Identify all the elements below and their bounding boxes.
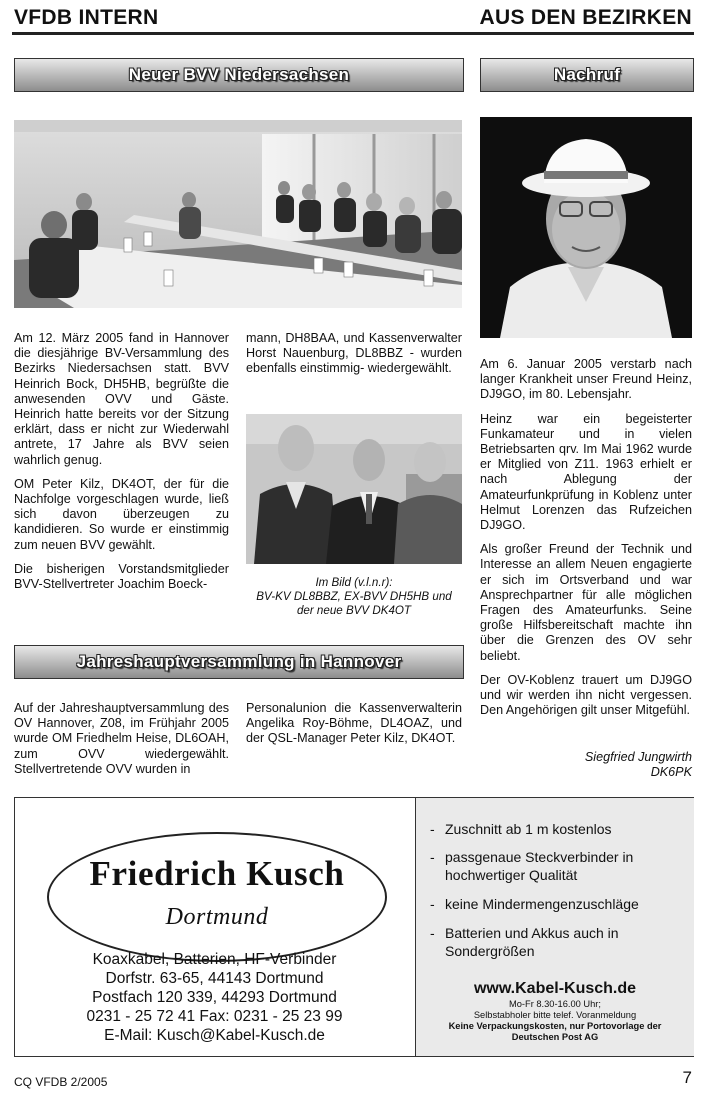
article2-col2: Personalunion die Kassenverwalterin Angelika Roy-Böhme, DL4OAZ, und der QSL-Manager Peter Kilz, DK4OT. <box>246 701 462 746</box>
meeting-photo <box>14 120 462 308</box>
header-rule <box>12 32 694 35</box>
article1-col1 <box>14 331 229 601</box>
ad-email-line: E-Mail: Kusch@Kabel-Kusch.de <box>104 1027 325 1044</box>
article1-para3: Die bisherigen Vorstandsmitglieder BVV-Stellvertreter Joachim Boeck- <box>14 561 229 592</box>
article1-col2 <box>246 331 462 386</box>
ad-address-line: Koaxkabel, Batterien, HF-Verbinder <box>92 951 337 968</box>
ad-website: www.Kabel-Kusch.de <box>473 980 637 997</box>
portrait-photo <box>480 117 692 338</box>
ad-shipping-note: Deutschen Post AG <box>511 1032 599 1042</box>
ad-hours: Mo-Fr 8.30-16.00 Uhr; <box>509 999 601 1009</box>
section-title-left: VFDB INTERN <box>14 6 159 29</box>
ad-company-name: Friedrich Kusch <box>89 854 345 893</box>
ad-bullet: - Zuschnitt ab 1 m kostenlos <box>430 821 612 837</box>
photo-caption: Im Bild (v.l.n.r): BV-KV DL8BBZ, EX-BVV DH5HB und der neue BVV DK4OT <box>256 576 452 617</box>
section-title-right: AUS DEN BEZIRKEN <box>479 6 692 29</box>
ad-bullet: - passgenaue Steckverbinder in hochwertiger Qualität <box>430 849 634 883</box>
ad-address-line: Dorfstr. 63-65, 44143 Dortmund <box>105 970 324 987</box>
article1-col2-para: mann, DH8BAA, und Kassenverwalter Horst Nauenburg, DL8BBZ - wurden ebenfalls einstimmig- wiedergewählt. <box>246 331 462 376</box>
footer-issue: CQ VFDB 2/2005 <box>14 1075 108 1089</box>
ad-bullet: - keine Mindermengenzuschläge <box>430 896 639 912</box>
ad-left-panel <box>15 798 414 1056</box>
ad-company-city: Dortmund <box>165 904 269 930</box>
obituary-para1: Am 6. Januar 2005 verstarb nach langer Krankheit unser Freund Heinz, DJ9GO, im 80. Lebensjahr. <box>480 357 692 402</box>
obituary-para4: Der OV-Koblenz trauert um DJ9GO und wir werden ihn nicht vergessen. Den Angehörigen gilt unser Mitgefühl. <box>480 672 692 718</box>
ad-shipping-note: Keine Verpackungskosten, nur Portovorlage der <box>448 1021 662 1031</box>
obituary-para2: Heinz war ein begeisterter Funkamateur und in vielen Betriebsarten qrv. Im Mai 1962 wurde er Mitglied von Z11. 1963 erhielt er nach Ablegung der Amateurfunkprüfung in Koblenz unter Helmut Lorenzen das Rufzeichen DJ9GO. <box>480 411 692 533</box>
ad-logo-oval <box>47 832 387 962</box>
obituary-signature: Siegfried Jungwirth DK6PK <box>584 750 692 780</box>
banner-neuer-bvv: Neuer BVV Niedersachsen <box>14 58 464 92</box>
advertisement-kusch <box>14 797 694 1057</box>
article1-para2: OM Peter Kilz, DK4OT, der für die Nachfolge vorgeschlagen wurde, ließ sich davon überzeugen zu kandidieren. So wurde er einstimmig zum neuen BVV gewählt. <box>14 476 229 552</box>
banner-jahreshauptversammlung: Jahreshauptversammlung in Hannover <box>14 645 464 679</box>
article2-col1: Auf der Jahreshauptversammlung des OV Hannover, Z08, im Frühjahr 2005 wurde OM Friedhelm Heise, DL6OAH, zum OVV wiedergewählt. Stellvertretende OVV wurden in <box>14 701 229 776</box>
ad-right-panel <box>415 798 694 1056</box>
ad-phone-line: 0231 - 25 72 41 Fax: 0231 - 25 23 99 <box>86 1008 343 1025</box>
banner-nachruf: Nachruf <box>480 58 694 92</box>
ad-pickup-note: Selbstabholer bitte telef. Voranmeldung <box>473 1010 637 1020</box>
ad-bullet: - Batterien und Akkus auch in Sondergrößen <box>430 925 619 959</box>
obituary-text <box>480 357 692 727</box>
article1-para1: Am 12. März 2005 fand in Hannover die diesjährige BV-Versammlung des Bezirks Niedersachsen statt. BVV Heinrich Bock, DH5HB, begrüßte die anwesenden OVV und Gäste. Heinrich hatte bereits vor der Sitzung erklärt, dass er nicht zur Wiederwahl antrete, 17 Jahre als BVV seien wahrlich genug. <box>14 331 229 467</box>
page-number: 7 <box>682 1068 692 1087</box>
ad-address-line: Postfach 120 339, 44293 Dortmund <box>92 989 337 1006</box>
obituary-para3: Als großer Freund der Technik und Interesse an allem Neuen engagierte er sich im Ortsverband und war Ansprechpartner für alle möglichen Fragen des Amateurfunks. Seine große Hilfsbereitschaft machte ihn über die Grenzen des OV sehr beliebt. <box>480 542 692 663</box>
group-photo <box>246 414 462 564</box>
